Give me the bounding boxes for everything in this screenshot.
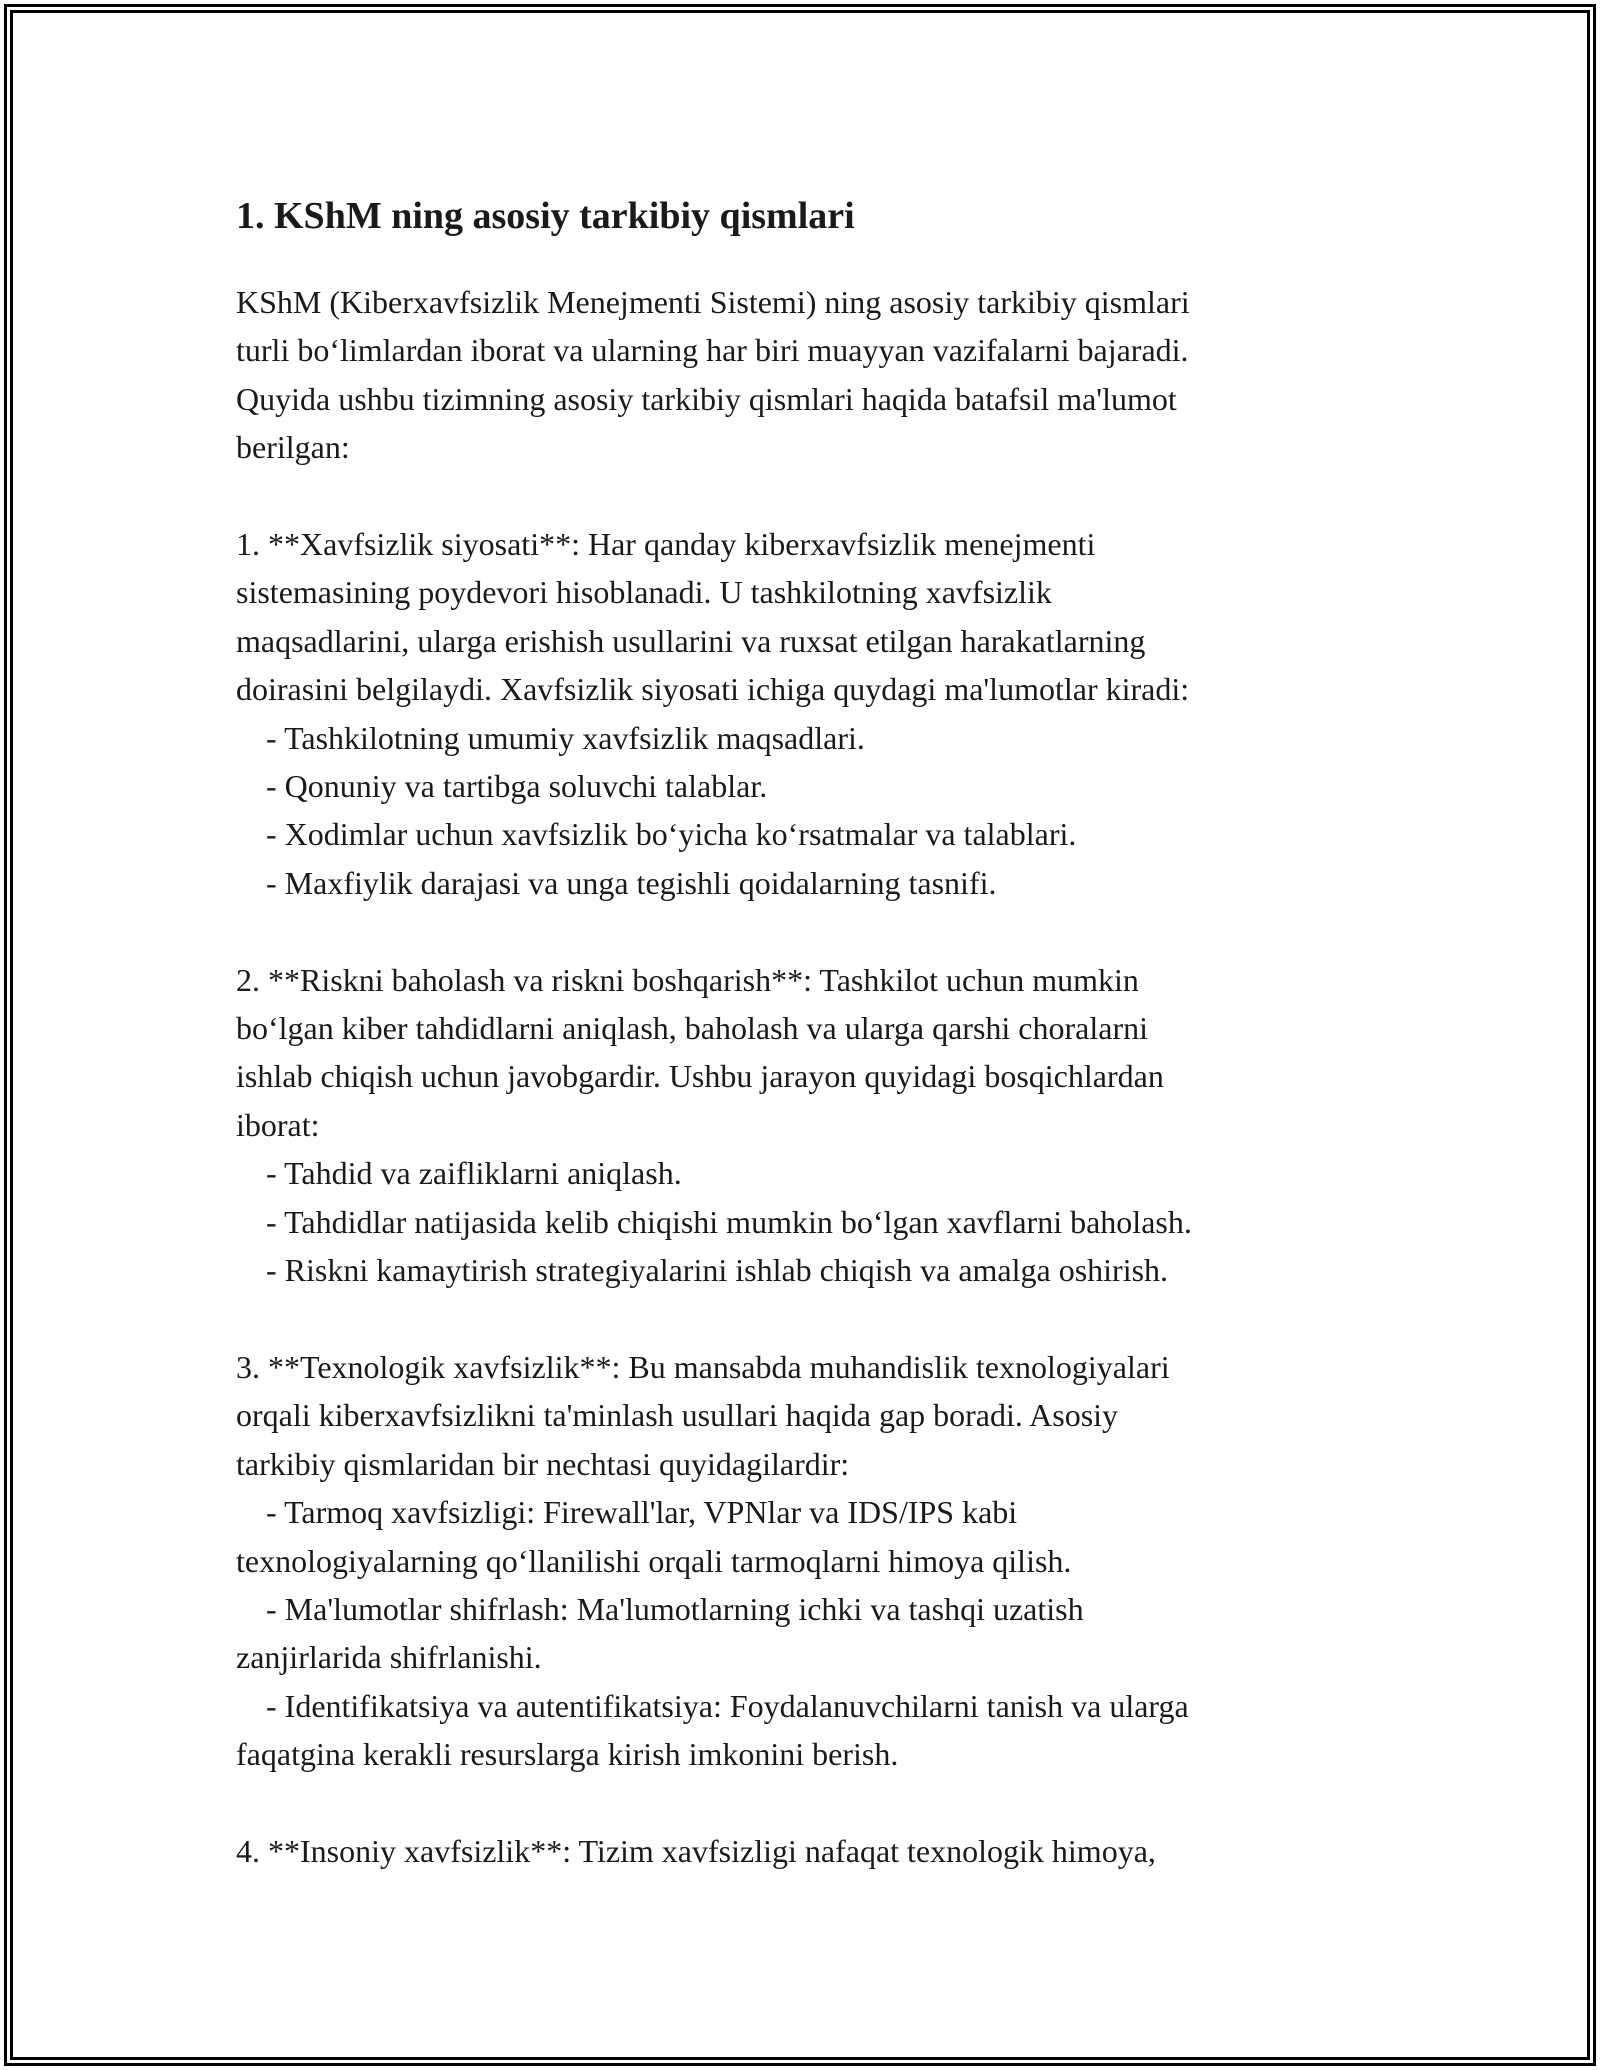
list-item-continuation: faqatgina kerakli resurslarga kirish imkonini berish. <box>236 1736 899 1773</box>
paragraph-gap <box>236 1295 1366 1343</box>
text-line: ishlab chiqish uchun javobgardir. Ushbu jarayon quyidagi bosqichlardan <box>236 1058 1164 1095</box>
text-line: bo‘lgan kiber tahdidlarni aniqlash, baholash va ularga qarshi choralarni <box>236 1010 1148 1047</box>
list-item: - Riskni kamaytirish strategiyalarini ishlab chiqish va amalga oshirish. <box>266 1252 1169 1289</box>
list-item: - Tarmoq xavfsizligi: Firewall'lar, VPNlar va IDS/IPS kabi <box>266 1494 1018 1531</box>
text-line: turli bo‘limlardan iborat va ularning har biri muayyan vazifalarni bajaradi. <box>236 332 1189 369</box>
paragraph-gap <box>236 907 1366 955</box>
section-technological-security <box>236 1343 1366 1779</box>
text-line: 2. **Riskni baholash va riskni boshqarish**: Tashkilot uchun mumkin <box>236 961 1139 998</box>
list-item: - Identifikatsiya va autentifikatsiya: Foydalanuvchilarni tanish va ularga <box>266 1687 1189 1724</box>
text-line: maqsadlarini, ularga erishish usullarini va ruxsat etilgan harakatlarning <box>236 622 1146 659</box>
text-line: Quyida ushbu tizimning asosiy tarkibiy qismlari haqida batafsil ma'lumot <box>236 380 1177 417</box>
list-item: - Tahdidlar natijasida kelib chiqishi mumkin bo‘lgan xavflarni baholash. <box>266 1203 1192 1240</box>
list-item: - Tashkilotning umumiy xavfsizlik maqsadlari. <box>266 719 865 756</box>
list-item-continuation: texnologiyalarning qo‘llanilishi orqali tarmoqlarni himoya qilish. <box>236 1542 1072 1579</box>
text-line: 3. **Texnologik xavfsizlik**: Bu mansabda muhandislik texnologiyalari <box>236 1348 1170 1385</box>
text-line: iborat: <box>236 1106 320 1143</box>
text-line: doirasini belgilaydi. Xavfsizlik siyosati ichiga quydagi ma'lumotlar kiradi: <box>236 671 1190 708</box>
list-item: - Xodimlar uchun xavfsizlik bo‘yicha ko‘rsatmalar va talablari. <box>266 816 1077 853</box>
paragraph-gap <box>236 1779 1366 1827</box>
document-heading: 1. KShM ning asosiy tarkibiy qismlari <box>236 195 855 237</box>
list-item-continuation: zanjirlarida shifrlanishi. <box>236 1639 542 1676</box>
list-item: - Qonuniy va tartibga soluvchi talablar. <box>266 768 768 805</box>
text-line: tarkibiy qismlaridan bir nechtasi quyidagilardir: <box>236 1445 850 1482</box>
text-line: berilgan: <box>236 429 350 466</box>
section-human-security <box>236 1827 1366 1875</box>
text-line: orqali kiberxavfsizlikni ta'minlash usullari haqida gap boradi. Asosiy <box>236 1397 1119 1434</box>
intro-paragraph <box>236 278 1366 472</box>
list-item: - Ma'lumotlar shifrlash: Ma'lumotlarning ichki va tashqi uzatish <box>266 1590 1084 1627</box>
text-line: 4. **Insoniy xavfsizlik**: Tizim xavfsizligi nafaqat texnologik himoya, <box>236 1832 1156 1869</box>
text-line: 1. **Xavfsizlik siyosati**: Har qanday kiberxavfsizlik menejmenti <box>236 526 1096 563</box>
section-security-policy <box>236 520 1366 907</box>
section-risk-management <box>236 956 1366 1295</box>
text-line: KShM (Kiberxavfsizlik Menejmenti Sistemi) ning asosiy tarkibiy qismlari <box>236 284 1190 320</box>
text-line: sistemasining poydevori hisoblanadi. U tashkilotning xavfsizlik <box>236 574 1052 611</box>
paragraph-gap <box>236 472 1366 520</box>
list-item: - Tahdid va zaifliklarni aniqlash. <box>266 1155 682 1192</box>
list-item: - Maxfiylik darajasi va unga tegishli qoidalarning tasnifi. <box>266 864 997 901</box>
document-body <box>236 188 1366 1875</box>
